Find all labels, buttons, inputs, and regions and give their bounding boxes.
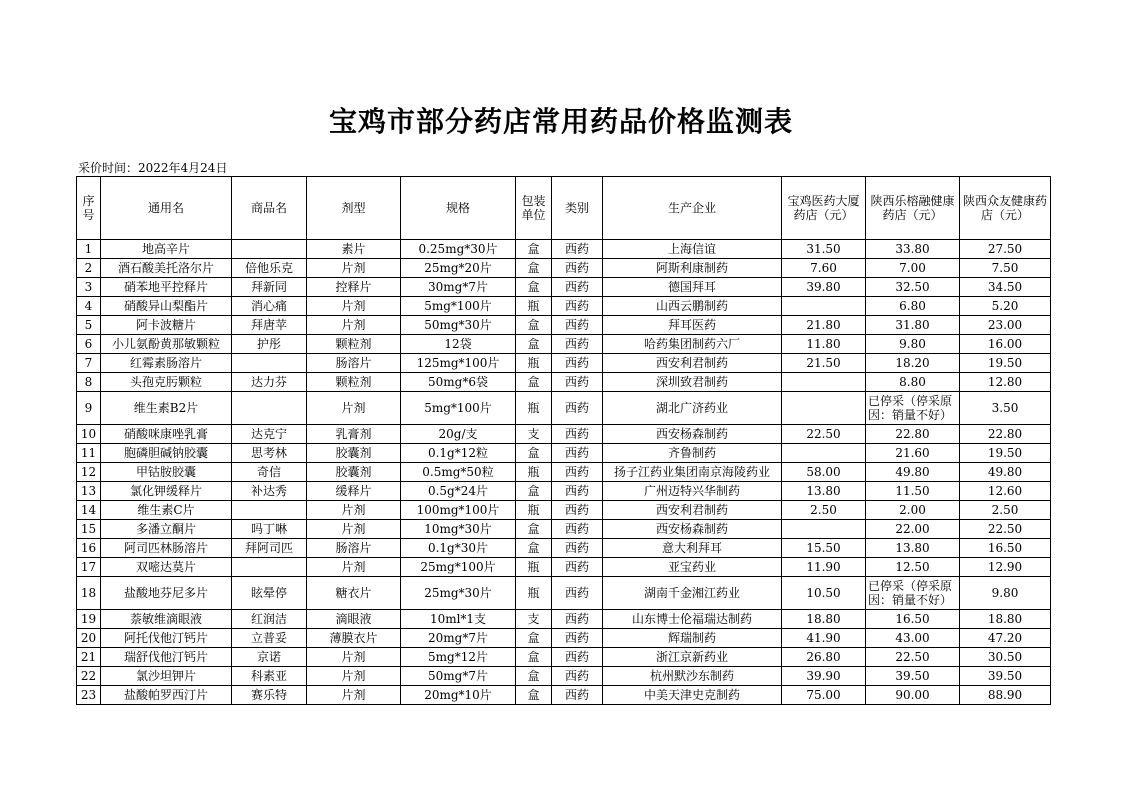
col-spec-cell: 0.1g*30片 [401,539,516,558]
col-trade-name-cell: 立普妥 [232,629,307,648]
col-price-store-1-cell: 15.50 [782,539,866,558]
col-trade-name-cell: 科素亚 [232,667,307,686]
col-package-unit-cell: 瓶 [516,354,552,373]
col-price-store-2-cell: 8.80 [866,373,960,392]
col-trade-name-cell: 补达秀 [232,482,307,501]
col-package-unit-cell: 盒 [516,667,552,686]
table-row [77,444,1051,463]
col-price-store-1-cell: 22.50 [782,425,866,444]
col-price-store-3-cell: 22.80 [960,425,1051,444]
col-trade-name-cell: 拜唐苹 [232,316,307,335]
col-package-unit-cell: 瓶 [516,501,552,520]
col-generic-name-cell: 红霉素肠溶片 [101,354,232,373]
col-package-unit-cell: 盒 [516,278,552,297]
col-generic-name-cell: 硝苯地平控释片 [101,278,232,297]
col-price-store-1-cell: 2.50 [782,501,866,520]
col-price-store-3-cell: 19.50 [960,444,1051,463]
table-row [77,463,1051,482]
col-dosage-form-cell: 片剂 [307,316,401,335]
col-generic-name-cell: 阿卡波糖片 [101,316,232,335]
col-generic-name-cell: 氯化钾缓释片 [101,482,232,501]
col-dosage-form-cell: 控释片 [307,278,401,297]
col-dosage-form-cell: 胶囊剂 [307,444,401,463]
col-dosage-form-cell: 乳膏剂 [307,425,401,444]
col-package-unit-cell: 盒 [516,686,552,705]
col-index-cell: 22 [77,667,101,686]
table-row [77,425,1051,444]
col-price-store-1-cell [782,444,866,463]
col-manufacturer-cell: 西安杨森制药 [603,520,782,539]
col-category-cell: 西药 [552,610,603,629]
col-index-cell: 8 [77,373,101,392]
col-package-unit-cell: 盒 [516,444,552,463]
col-trade-name-cell [232,392,307,425]
col-spec-cell: 0.1g*12粒 [401,444,516,463]
col-trade-name-cell [232,501,307,520]
col-index-cell: 1 [77,240,101,259]
col-category-cell: 西药 [552,501,603,520]
col-category-cell: 西药 [552,648,603,667]
col-dosage-form-cell: 片剂 [307,297,401,316]
col-index-cell: 5 [77,316,101,335]
table-row [77,240,1051,259]
col-spec-cell: 10ml*1支 [401,610,516,629]
col-category-cell: 西药 [552,539,603,558]
col-spec-cell: 5mg*12片 [401,648,516,667]
col-dosage-form-cell: 片剂 [307,520,401,539]
col-dosage-form-header: 剂型 [307,177,401,240]
col-manufacturer-cell: 拜耳医药 [603,316,782,335]
col-generic-name-cell: 盐酸帕罗西汀片 [101,686,232,705]
col-package-unit-cell: 支 [516,425,552,444]
col-trade-name-cell: 拜阿司匹 [232,539,307,558]
col-index-cell: 11 [77,444,101,463]
col-index-cell: 19 [77,610,101,629]
col-price-store-3-cell: 5.20 [960,297,1051,316]
col-trade-name-cell: 倍他乐克 [232,259,307,278]
col-price-store-2-cell: 已停采（停采原因：销量不好） [866,577,960,610]
col-spec-cell: 20mg*10片 [401,686,516,705]
col-package-unit-cell: 盒 [516,482,552,501]
col-category-cell: 西药 [552,520,603,539]
col-category-header: 类别 [552,177,603,240]
col-price-store-1-header: 宝鸡医药大厦药店（元） [782,177,866,240]
col-spec-cell: 5mg*100片 [401,392,516,425]
col-category-cell: 西药 [552,278,603,297]
col-generic-name-cell: 氯沙坦钾片 [101,667,232,686]
col-spec-cell: 25mg*20片 [401,259,516,278]
col-spec-cell: 5mg*100片 [401,297,516,316]
col-manufacturer-cell: 意大利拜耳 [603,539,782,558]
col-spec-cell: 100mg*100片 [401,501,516,520]
col-price-store-1-cell: 18.80 [782,610,866,629]
col-index-cell: 21 [77,648,101,667]
col-generic-name-cell: 阿托伐他汀钙片 [101,629,232,648]
col-manufacturer-cell: 齐鲁制药 [603,444,782,463]
col-spec-cell: 0.25mg*30片 [401,240,516,259]
table-row [77,501,1051,520]
col-spec-cell: 125mg*100片 [401,354,516,373]
col-price-store-3-cell: 23.00 [960,316,1051,335]
col-index-cell: 12 [77,463,101,482]
page-title: 宝鸡市部分药店常用药品价格监测表 [328,105,793,138]
col-manufacturer-cell: 扬子江药业集团南京海陵药业 [603,463,782,482]
col-index-cell: 13 [77,482,101,501]
col-index-cell: 17 [77,558,101,577]
col-trade-name-cell: 奇信 [232,463,307,482]
col-price-store-1-cell: 21.50 [782,354,866,373]
col-spec-cell: 10mg*30片 [401,520,516,539]
col-index-cell: 16 [77,539,101,558]
col-trade-name-header: 商品名 [232,177,307,240]
col-category-cell: 西药 [552,667,603,686]
col-price-store-3-cell: 30.50 [960,648,1051,667]
col-manufacturer-cell: 哈药集团制药六厂 [603,335,782,354]
col-dosage-form-cell: 片剂 [307,392,401,425]
col-package-unit-cell: 盒 [516,539,552,558]
col-category-cell: 西药 [552,629,603,648]
col-dosage-form-cell: 片剂 [307,558,401,577]
col-category-cell: 西药 [552,259,603,278]
col-price-store-2-cell: 22.00 [866,520,960,539]
table-row [77,648,1051,667]
col-trade-name-cell: 眩晕停 [232,577,307,610]
col-package-unit-cell: 盒 [516,259,552,278]
table-row [77,316,1051,335]
col-price-store-1-cell: 7.60 [782,259,866,278]
col-trade-name-cell [232,558,307,577]
col-spec-cell: 25mg*100片 [401,558,516,577]
col-index-cell: 2 [77,259,101,278]
col-generic-name-cell: 头孢克肟颗粒 [101,373,232,392]
col-manufacturer-cell: 广州迈特兴华制药 [603,482,782,501]
col-manufacturer-cell: 湖北广济药业 [603,392,782,425]
col-index-cell: 20 [77,629,101,648]
col-spec-cell: 50mg*7片 [401,667,516,686]
col-manufacturer-cell: 西安利君制药 [603,354,782,373]
col-price-store-1-cell: 39.90 [782,667,866,686]
table-row [77,577,1051,610]
col-index-cell: 14 [77,501,101,520]
col-package-unit-cell: 盒 [516,629,552,648]
col-manufacturer-cell: 阿斯利康制药 [603,259,782,278]
col-price-store-1-cell: 75.00 [782,686,866,705]
col-price-store-2-cell: 2.00 [866,501,960,520]
col-trade-name-cell: 吗丁啉 [232,520,307,539]
col-price-store-1-cell: 13.80 [782,482,866,501]
col-price-store-3-cell: 12.90 [960,558,1051,577]
col-generic-name-cell: 维生素C片 [101,501,232,520]
col-generic-name-cell: 盐酸地芬尼多片 [101,577,232,610]
col-price-store-2-cell: 13.80 [866,539,960,558]
col-package-unit-cell: 瓶 [516,297,552,316]
col-generic-name-cell: 多潘立酮片 [101,520,232,539]
col-manufacturer-cell: 山西云鹏制药 [603,297,782,316]
table-row [77,667,1051,686]
col-price-store-3-cell: 88.90 [960,686,1051,705]
col-category-cell: 西药 [552,316,603,335]
table-row [77,373,1051,392]
col-price-store-2-cell: 90.00 [866,686,960,705]
table-row [77,686,1051,705]
col-price-store-2-header: 陕西乐榕融健康药店（元） [866,177,960,240]
col-spec-cell: 20g/支 [401,425,516,444]
col-dosage-form-cell: 薄膜衣片 [307,629,401,648]
col-price-store-3-cell: 12.60 [960,482,1051,501]
table-row [77,278,1051,297]
col-price-store-3-cell: 19.50 [960,354,1051,373]
col-package-unit-cell: 盒 [516,648,552,667]
col-spec-header: 规格 [401,177,516,240]
col-price-store-3-cell: 49.80 [960,463,1051,482]
col-trade-name-cell: 护彤 [232,335,307,354]
col-price-store-2-cell: 已停采（停采原因：销量不好） [866,392,960,425]
col-manufacturer-cell: 西安利君制药 [603,501,782,520]
col-generic-name-cell: 阿司匹林肠溶片 [101,539,232,558]
col-manufacturer-cell: 辉瑞制药 [603,629,782,648]
col-trade-name-cell: 达克宁 [232,425,307,444]
col-generic-name-cell: 双嘧达莫片 [101,558,232,577]
table-row [77,354,1051,373]
col-spec-cell: 0.5g*24片 [401,482,516,501]
col-trade-name-cell: 红润洁 [232,610,307,629]
col-package-unit-cell: 盒 [516,316,552,335]
col-category-cell: 西药 [552,335,603,354]
col-index-cell: 18 [77,577,101,610]
col-trade-name-cell: 京诺 [232,648,307,667]
col-dosage-form-cell: 滴眼液 [307,610,401,629]
col-package-unit-cell: 盒 [516,240,552,259]
col-price-store-3-cell: 9.80 [960,577,1051,610]
table-body [77,240,1051,705]
col-price-store-3-cell: 16.00 [960,335,1051,354]
col-price-store-2-cell: 11.50 [866,482,960,501]
col-spec-cell: 20mg*7片 [401,629,516,648]
table-row [77,558,1051,577]
col-dosage-form-cell: 胶囊剂 [307,463,401,482]
col-generic-name-cell: 萘敏维滴眼液 [101,610,232,629]
col-manufacturer-cell: 上海信谊 [603,240,782,259]
col-index-cell: 6 [77,335,101,354]
table-row [77,482,1051,501]
col-trade-name-cell: 达力芬 [232,373,307,392]
col-dosage-form-cell: 片剂 [307,667,401,686]
col-dosage-form-cell: 肠溶片 [307,354,401,373]
col-index-cell: 7 [77,354,101,373]
table-row [77,392,1051,425]
col-price-store-2-cell: 31.80 [866,316,960,335]
col-manufacturer-cell: 西安杨森制药 [603,425,782,444]
col-dosage-form-cell: 肠溶片 [307,539,401,558]
col-manufacturer-cell: 湖南千金湘江药业 [603,577,782,610]
col-index-cell: 4 [77,297,101,316]
col-price-store-3-cell: 18.80 [960,610,1051,629]
col-generic-name-cell: 硝酸咪康唑乳膏 [101,425,232,444]
col-price-store-1-cell: 26.80 [782,648,866,667]
col-price-store-1-cell [782,373,866,392]
table-row [77,520,1051,539]
col-dosage-form-cell: 缓释片 [307,482,401,501]
col-generic-name-cell: 甲钴胺胶囊 [101,463,232,482]
col-manufacturer-cell: 山东博士伦福瑞达制药 [603,610,782,629]
col-index-cell: 3 [77,278,101,297]
col-manufacturer-cell: 中美天津史克制药 [603,686,782,705]
col-dosage-form-cell: 素片 [307,240,401,259]
col-package-unit-cell: 瓶 [516,558,552,577]
col-package-unit-cell: 盒 [516,335,552,354]
col-category-cell: 西药 [552,240,603,259]
col-index-cell: 9 [77,392,101,425]
col-generic-name-cell: 瑞舒伐他汀钙片 [101,648,232,667]
col-manufacturer-cell: 浙江京新药业 [603,648,782,667]
col-generic-name-cell: 维生素B2片 [101,392,232,425]
col-price-store-1-cell [782,520,866,539]
col-package-unit-cell: 瓶 [516,392,552,425]
price-table [76,176,1051,705]
col-category-cell: 西药 [552,686,603,705]
col-category-cell: 西药 [552,373,603,392]
col-dosage-form-cell: 片剂 [307,259,401,278]
col-generic-name-cell: 小儿氨酚黄那敏颗粒 [101,335,232,354]
col-price-store-2-cell: 32.50 [866,278,960,297]
table-row [77,629,1051,648]
col-category-cell: 西药 [552,392,603,425]
col-dosage-form-cell: 糖衣片 [307,577,401,610]
col-price-store-2-cell: 21.60 [866,444,960,463]
col-package-unit-header: 包装单位 [516,177,552,240]
col-price-store-1-cell [782,297,866,316]
col-manufacturer-cell: 深圳致君制药 [603,373,782,392]
col-price-store-2-cell: 39.50 [866,667,960,686]
col-price-store-1-cell: 11.80 [782,335,866,354]
col-trade-name-cell: 思考林 [232,444,307,463]
col-price-store-1-cell: 10.50 [782,577,866,610]
col-generic-name-cell: 地高辛片 [101,240,232,259]
col-dosage-form-cell: 颗粒剂 [307,335,401,354]
col-price-store-2-cell: 49.80 [866,463,960,482]
col-price-store-1-cell: 39.80 [782,278,866,297]
col-generic-name-header: 通用名 [101,177,232,240]
col-price-store-1-cell: 31.50 [782,240,866,259]
col-price-store-3-cell: 34.50 [960,278,1051,297]
col-package-unit-cell: 瓶 [516,577,552,610]
col-trade-name-cell: 拜新同 [232,278,307,297]
col-manufacturer-cell: 杭州默沙东制药 [603,667,782,686]
col-package-unit-cell: 盒 [516,520,552,539]
col-spec-cell: 50mg*6袋 [401,373,516,392]
col-index-cell: 23 [77,686,101,705]
col-price-store-3-header: 陕西众友健康药店（元） [960,177,1051,240]
col-price-store-2-cell: 22.80 [866,425,960,444]
col-price-store-2-cell: 7.00 [866,259,960,278]
col-price-store-1-cell [782,392,866,425]
col-price-store-2-cell: 12.50 [866,558,960,577]
col-category-cell: 西药 [552,425,603,444]
col-spec-cell: 30mg*7片 [401,278,516,297]
price-date: 采价时间：2022年4月24日 [78,161,228,175]
col-price-store-3-cell: 2.50 [960,501,1051,520]
col-price-store-2-cell: 22.50 [866,648,960,667]
col-category-cell: 西药 [552,558,603,577]
col-category-cell: 西药 [552,463,603,482]
col-price-store-2-cell: 33.80 [866,240,960,259]
col-index-header: 序号 [77,177,101,240]
col-category-cell: 西药 [552,444,603,463]
col-price-store-3-cell: 12.80 [960,373,1051,392]
table-row [77,259,1051,278]
col-generic-name-cell: 酒石酸美托洛尔片 [101,259,232,278]
col-spec-cell: 25mg*30片 [401,577,516,610]
col-manufacturer-cell: 亚宝药业 [603,558,782,577]
col-price-store-2-cell: 43.00 [866,629,960,648]
col-price-store-3-cell: 3.50 [960,392,1051,425]
col-price-store-2-cell: 16.50 [866,610,960,629]
col-price-store-2-cell: 9.80 [866,335,960,354]
col-manufacturer-cell: 德国拜耳 [603,278,782,297]
col-index-cell: 10 [77,425,101,444]
col-package-unit-cell: 瓶 [516,463,552,482]
col-price-store-3-cell: 22.50 [960,520,1051,539]
col-spec-cell: 50mg*30片 [401,316,516,335]
col-price-store-2-cell: 6.80 [866,297,960,316]
col-package-unit-cell: 支 [516,610,552,629]
col-price-store-1-cell: 11.90 [782,558,866,577]
col-price-store-3-cell: 27.50 [960,240,1051,259]
col-price-store-2-cell: 18.20 [866,354,960,373]
col-category-cell: 西药 [552,577,603,610]
col-dosage-form-cell: 片剂 [307,686,401,705]
col-generic-name-cell: 胞磷胆碱钠胶囊 [101,444,232,463]
col-price-store-3-cell: 39.50 [960,667,1051,686]
col-index-cell: 15 [77,520,101,539]
col-dosage-form-cell: 片剂 [307,648,401,667]
table-row [77,610,1051,629]
col-category-cell: 西药 [552,354,603,373]
col-trade-name-cell [232,240,307,259]
col-spec-cell: 0.5mg*50粒 [401,463,516,482]
col-dosage-form-cell: 颗粒剂 [307,373,401,392]
col-price-store-3-cell: 47.20 [960,629,1051,648]
col-price-store-1-cell: 41.90 [782,629,866,648]
col-trade-name-cell [232,354,307,373]
col-trade-name-cell: 赛乐特 [232,686,307,705]
table-row [77,335,1051,354]
col-manufacturer-header: 生产企业 [603,177,782,240]
table-header-row [77,177,1051,240]
col-price-store-3-cell: 7.50 [960,259,1051,278]
col-price-store-3-cell: 16.50 [960,539,1051,558]
col-generic-name-cell: 硝酸异山梨酯片 [101,297,232,316]
col-category-cell: 西药 [552,482,603,501]
table-row [77,297,1051,316]
col-price-store-1-cell: 21.80 [782,316,866,335]
col-package-unit-cell: 盒 [516,373,552,392]
col-category-cell: 西药 [552,297,603,316]
col-price-store-1-cell: 58.00 [782,463,866,482]
col-spec-cell: 12袋 [401,335,516,354]
col-trade-name-cell: 消心痛 [232,297,307,316]
col-dosage-form-cell: 片剂 [307,501,401,520]
table-row [77,539,1051,558]
